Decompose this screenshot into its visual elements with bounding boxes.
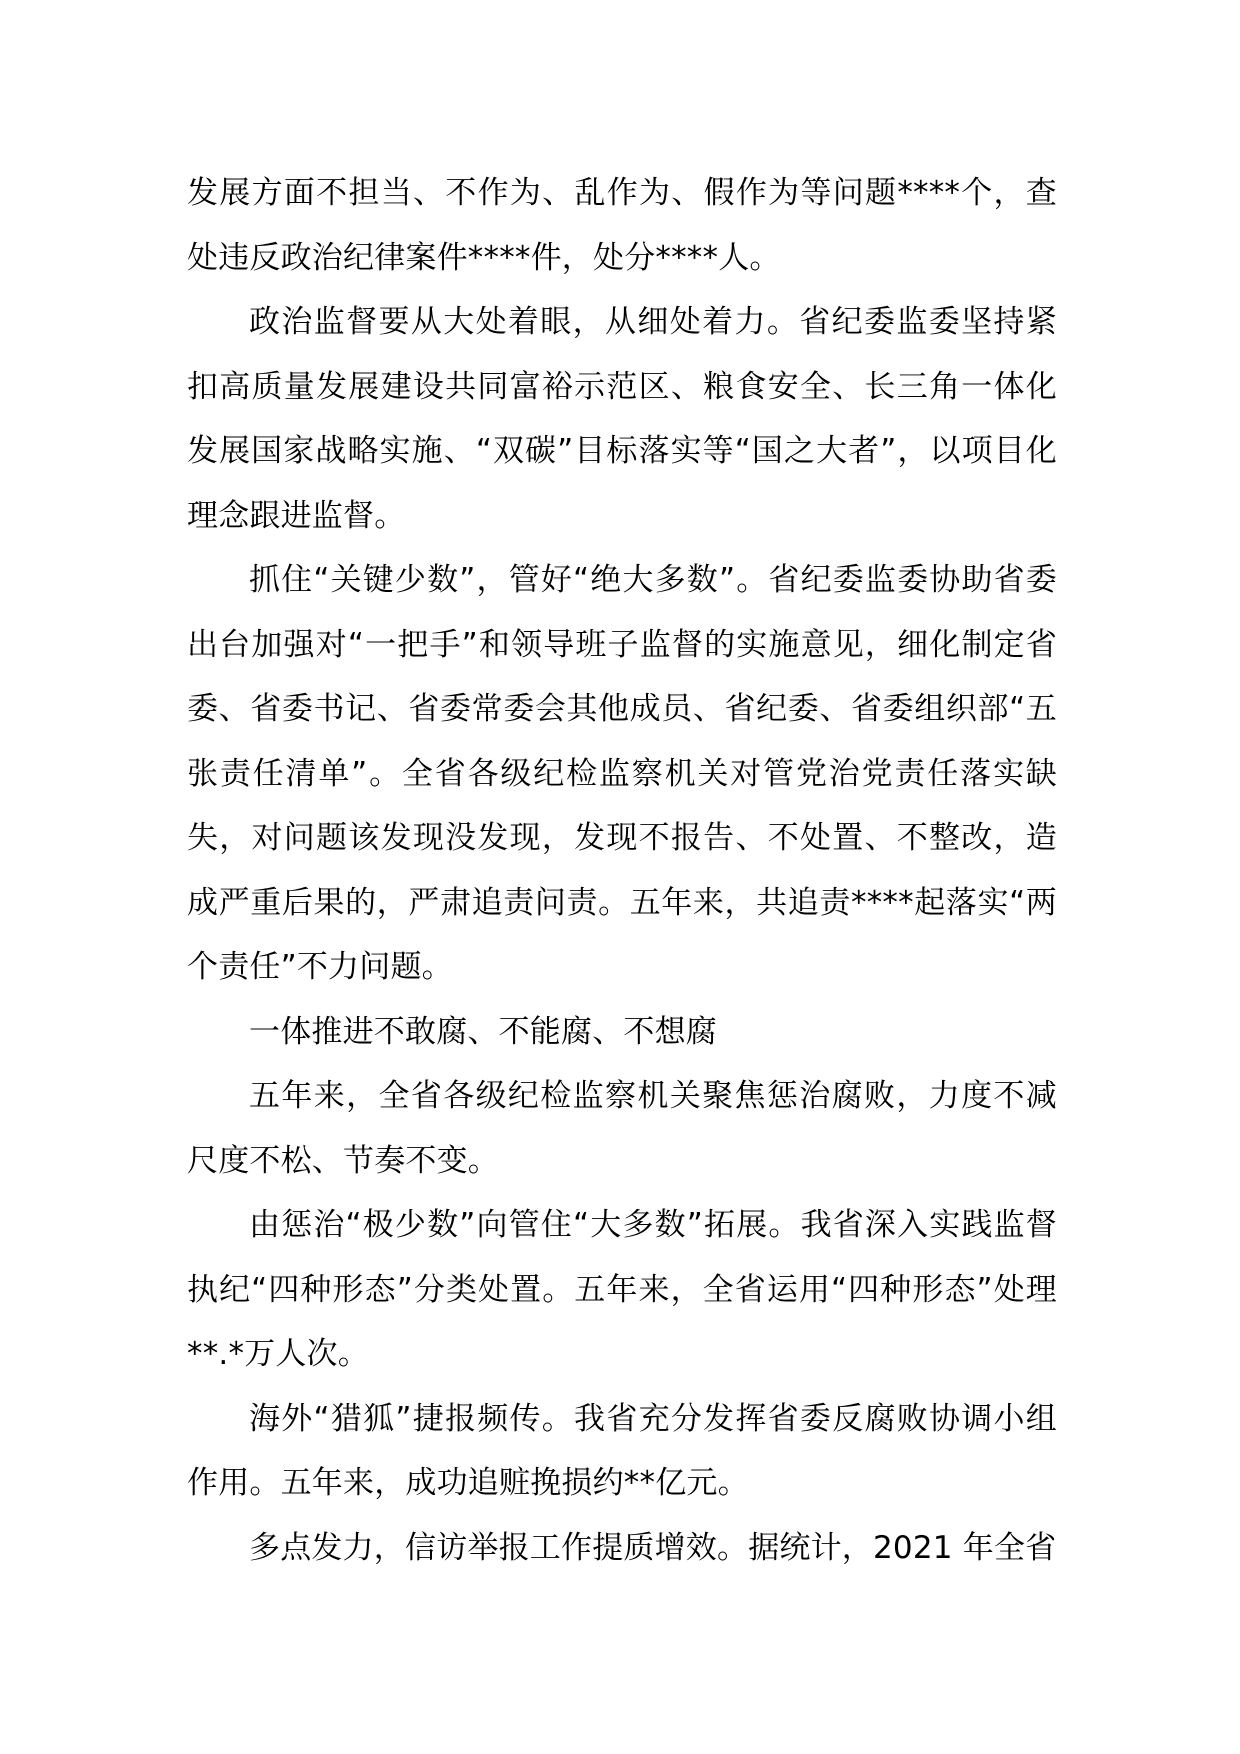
- paragraph-4: 五年来，全省各级纪检监察机关聚焦惩治腐败，力度不减尺度不松、节奏不变。: [187, 1078, 1057, 1179]
- paragraph-2: 政治监督要从大处着眼，从细处着力。省纪委监委坚持紧扣高质量发展建设共同富裕示范区、粮食安全、长三角一体化发展国家战略实施、“双碳”目标落实等“国之大者”，以项目化理念跟进监督。: [187, 304, 1057, 534]
- section-heading: 一体推进不敢腐、不能腐、不想腐: [249, 1013, 717, 1050]
- paragraph-6: 海外“猎狐”捷报频传。我省充分发挥省委反腐败协调小组作用。五年来，成功追赃挽损约**亿元。: [187, 1400, 1057, 1501]
- paragraph-5: 由惩治“极少数”向管住“大多数”拓展。我省深入实践监督执纪“四种形态”分类处置。五年来，全省运用“四种形态”处理**.*万人次。: [187, 1207, 1057, 1372]
- paragraph-3: 抓住“关键少数”，管好“绝大多数”。省纪委监委协助省委出台加强对“一把手”和领导班子监督的实施意见，细化制定省委、省委书记、省委常委会其他成员、省纪委、省委组织部“五张责任清单”。全省各级纪检监察机关对管党治党责任落实缺失，对问题该发现没发现，发现不报告、不处置、不整改，造成严重后果的，严肃追责问责。五年来，共追责****起落实“两个责任”不力问题。: [187, 562, 1057, 985]
- paragraph-7: 多点发力，信访举报工作提质增效。据统计，2021 年全省: [249, 1529, 1057, 1566]
- body-text: [187, 161, 1057, 1580]
- paragraph-1: 发展方面不担当、不作为、乱作为、假作为等问题****个，查处违反政治纪律案件****件，处分****人。: [187, 175, 1057, 276]
